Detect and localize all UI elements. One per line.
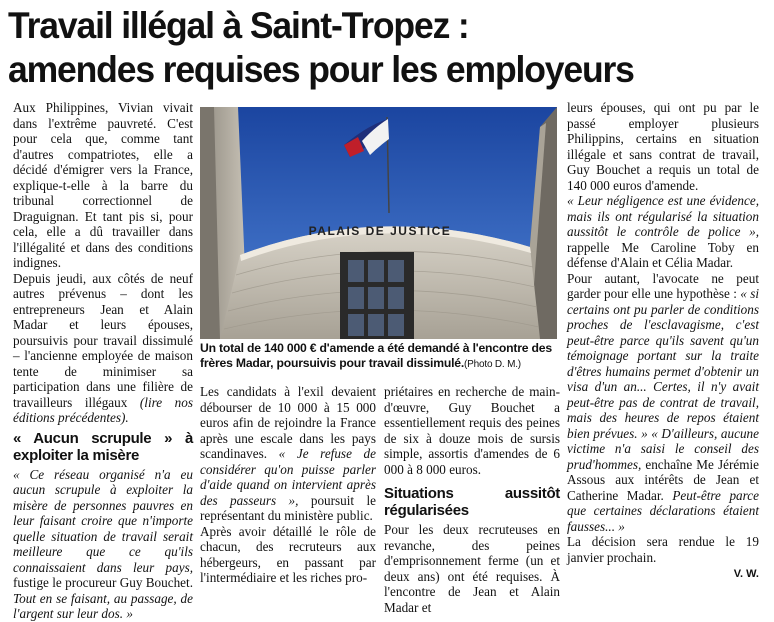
paragraph-col2-2: Après avoir détaillé le rôle de chacun, des recruteurs aux hébergeurs, en passant par l'intermédiaire et les riches pro- — [200, 523, 376, 585]
col2-quote: « Je refuse de considérer qu'on puisse parler d'aide quand on intervient après des passeurs », — [200, 446, 376, 508]
col4-quote-2: « si certains ont pu parler de conditions proches de l'esclavagisme, c'est peut-être parce qu'ils savent qu'un témoignage portant sur la traite d'êtres humains permet d'obtenir un visa d'un an... Certes, il n'y avait peut-être pas de contrat de travail, mais des heures de repos étaient bien prévues. » « D'ailleurs, aucune victime n'a saisi le conseil des prud'hommes, — [567, 286, 760, 472]
courthouse-photo — [200, 107, 557, 339]
attribution-prosecutor: fustige le procureur Guy Bouchet. — [13, 575, 193, 590]
subheading-aucun-scrupule: « Aucun scrupule » à exploiter la misère — [13, 429, 193, 464]
photo-caption — [200, 341, 562, 372]
headline-line-2: amendes requises pour les employeurs — [8, 49, 634, 90]
caption-text: Un total de 140 000 € d'amende a été demandé à l'encontre des frères Madar, poursuivis pour travail dissimulé. — [200, 341, 552, 370]
courthouse-illustration — [200, 107, 557, 339]
col4-attribution-2: enchaîne Me Jérémie Assous aux intérêts de Jean et Catherine Madar. — [567, 456, 759, 503]
col4-attribution-1: rappelle Me Caroline Toby en défense d'Alain et Célia Madar. — [567, 239, 759, 270]
headline-line-1: Travail illégal à Saint-Tropez : — [8, 5, 469, 46]
paragraph-col3-1: priétaires en recherche de main-d'œuvre, Guy Bouchet a essentiellement requis des peines de six à douze mois de sursis simple, assortis d'amendes de 6 000 à 8 000 euros. — [384, 384, 560, 477]
column-3 — [384, 384, 560, 615]
palais-de-justice-sign: PALAIS DE JUSTICE — [308, 224, 452, 238]
paragraph-1: Aux Philippines, Vivian vivait dans l'extrême pauvreté. C'est pour cela que, comme tant d'autres compatriotes, elle a décidé d'émigrer vers la France, explique-t-elle à la barre du tribunal correctionnel de Draguignan. Et tant pis si, pour cela, elle a dû travailler dans l'illégalité et dans des conditions indignes. — [13, 100, 193, 270]
paragraph-col4-1: leurs épouses, qui ont pu par le passé employer plusieurs Philippins, certains en situation illégale et sans contrat de travail, Guy Bouchet a requis un total de 140 000 euros d'amende. — [567, 100, 759, 193]
paragraph-2-italic: (lire nos éditions précédentes). — [13, 394, 193, 425]
col4-text-3: Pour autant, l'avocate ne peut garder pour elle une hypothèse : — [567, 270, 759, 301]
photo-credit: (Photo D. M.) — [464, 359, 521, 370]
col4-quote-3: Peut-être parce que certaines déclarations étaient fausses... » — [567, 487, 759, 534]
paragraph-col4-4: La décision sera rendue le 19 janvier prochain. — [567, 534, 759, 565]
paragraph-col2-1 — [200, 384, 376, 524]
col2-text-1: Les candidats à l'exil devaient débourser de 10 000 à 15 000 euros afin de rejoindre la France après une escale dans les pays scandinaves. — [200, 384, 376, 461]
paragraph-col3-2: Pour les deux recruteuses en revanche, des peines d'emprisonnement ferme (un et deux ans) ont été requises. À l'encontre de Jean et Alain Madar et — [384, 522, 560, 615]
col4-quote-1: « Leur négligence est une évidence, mais ils ont régularisé la situation aussitôt le contrôle de police », — [567, 193, 759, 239]
paragraph-3 — [13, 467, 193, 622]
column-1 — [13, 100, 193, 622]
quote-prosecutor-end: Tout en se faisant, au passage, de l'argent sur leur dos. » — [13, 590, 193, 621]
paragraph-col4-3 — [567, 271, 759, 535]
col2-text-2: poursuit le représentant du ministère public. — [200, 492, 376, 523]
paragraph-2-text: Depuis jeudi, aux côtés de neuf autres prévenus – dont les entrepreneurs Jean et Alain Madar et leurs épouses, poursuivis pour travail dissimulé – l'ancienne employée de maison tente de minimiser sa participation dans une filière de travailleurs illégaux — [13, 270, 193, 410]
article-headline — [8, 4, 738, 92]
column-2 — [200, 384, 376, 586]
column-4 — [567, 100, 759, 583]
paragraph-2 — [13, 271, 193, 426]
paragraph-col4-2 — [567, 193, 759, 271]
quote-prosecutor: « Ce réseau organisé n'a eu aucun scrupule à exploiter la misère de personnes pauvres en leur faisant croire que n'importe quelle situation de travail serait meilleure que ce qu'ils connaissaient dans leur pays, — [13, 466, 193, 575]
author-signature: V. W. — [733, 568, 759, 580]
subheading-situations: Situations aussitôt régularisées — [384, 485, 560, 519]
